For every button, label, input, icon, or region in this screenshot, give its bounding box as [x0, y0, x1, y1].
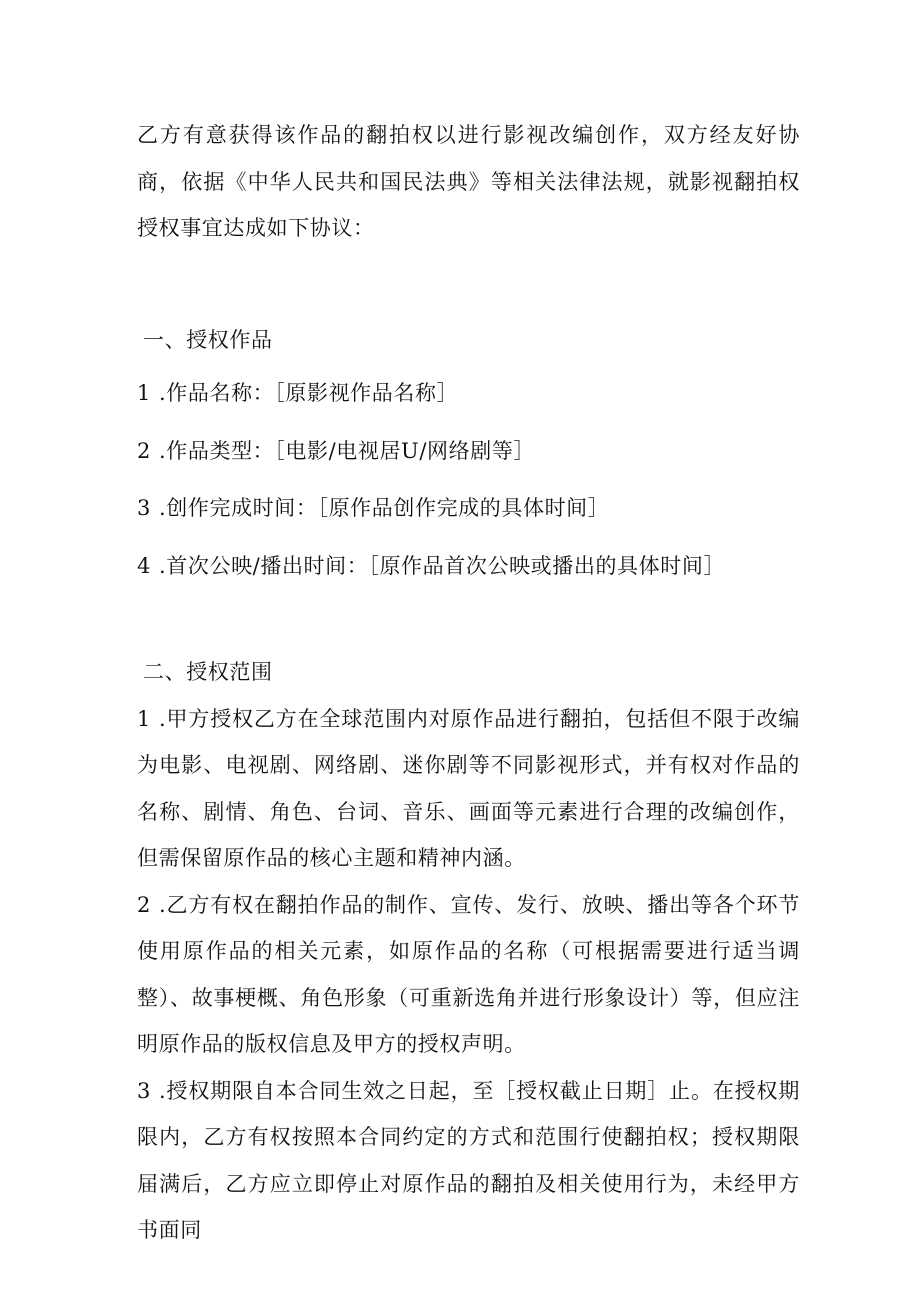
- section-2-heading: 二、授权范围: [143, 660, 273, 684]
- item-text: .作品类型：［电影/电视居U/网络剧等］: [159, 438, 536, 463]
- list-item: [137, 543, 800, 590]
- clause-text: .授权期限自本合同生效之日起，至［授权截止日期］止。在授权期限内，乙方有权按照本合同约定的方式和范围行使翻拍权；授权期限届满后，乙方应立即停止对原作品的翻拍及相关使用行为，未经甲方书面同: [137, 1078, 800, 1242]
- clause-text: .甲方授权乙方在全球范围内对原作品进行翻拍，包括但不限于改编为电影、电视剧、网络剧、迷你剧等不同影视形式，并有权对作品的名称、剧情、角色、台词、音乐、画面等元素进行合理的改编创作，但需保留原作品的核心主题和精神内涵。: [137, 706, 800, 870]
- clause-number: 2: [137, 892, 151, 917]
- item-number: 1: [137, 381, 151, 405]
- item-number: 3: [137, 496, 151, 520]
- list-item: [137, 485, 800, 532]
- item-text: .首次公映/播出时间：［原作品首次公映或播出的具体时间］: [159, 553, 726, 578]
- list-item: [137, 370, 800, 417]
- clause-paragraph: [137, 882, 800, 1068]
- clause-paragraph: [137, 696, 800, 882]
- item-text: .创作完成时间：［原作品创作完成的具体时间］: [159, 496, 610, 520]
- intro-paragraph: 乙方有意获得该作品的翻拍权以进行影视改编创作，双方经友好协商，依据《中华人民共和国民法典》等相关法律法规，就影视翻拍权授权事宜达成如下协议：: [137, 123, 800, 240]
- clause-paragraph: [137, 1068, 800, 1254]
- clause-number: 3: [137, 1078, 151, 1103]
- section-1-heading: 一、授权作品: [143, 327, 273, 352]
- clause-number: 1: [137, 706, 151, 731]
- list-item: [137, 428, 800, 475]
- item-text: .作品名称：［原影视作品名称］: [159, 381, 459, 405]
- item-number: 2: [137, 438, 151, 463]
- clause-text: .乙方有权在翻拍作品的制作、宣传、发行、放映、播出等各个环节使用原作品的相关元素，如原作品的名称（可根据需要进行适当调整）、故事梗概、角色形象（可重新选角并进行形象设计）等，但应注明原作品的版权信息及甲方的授权声明。: [137, 892, 800, 1056]
- item-number: 4: [137, 553, 151, 578]
